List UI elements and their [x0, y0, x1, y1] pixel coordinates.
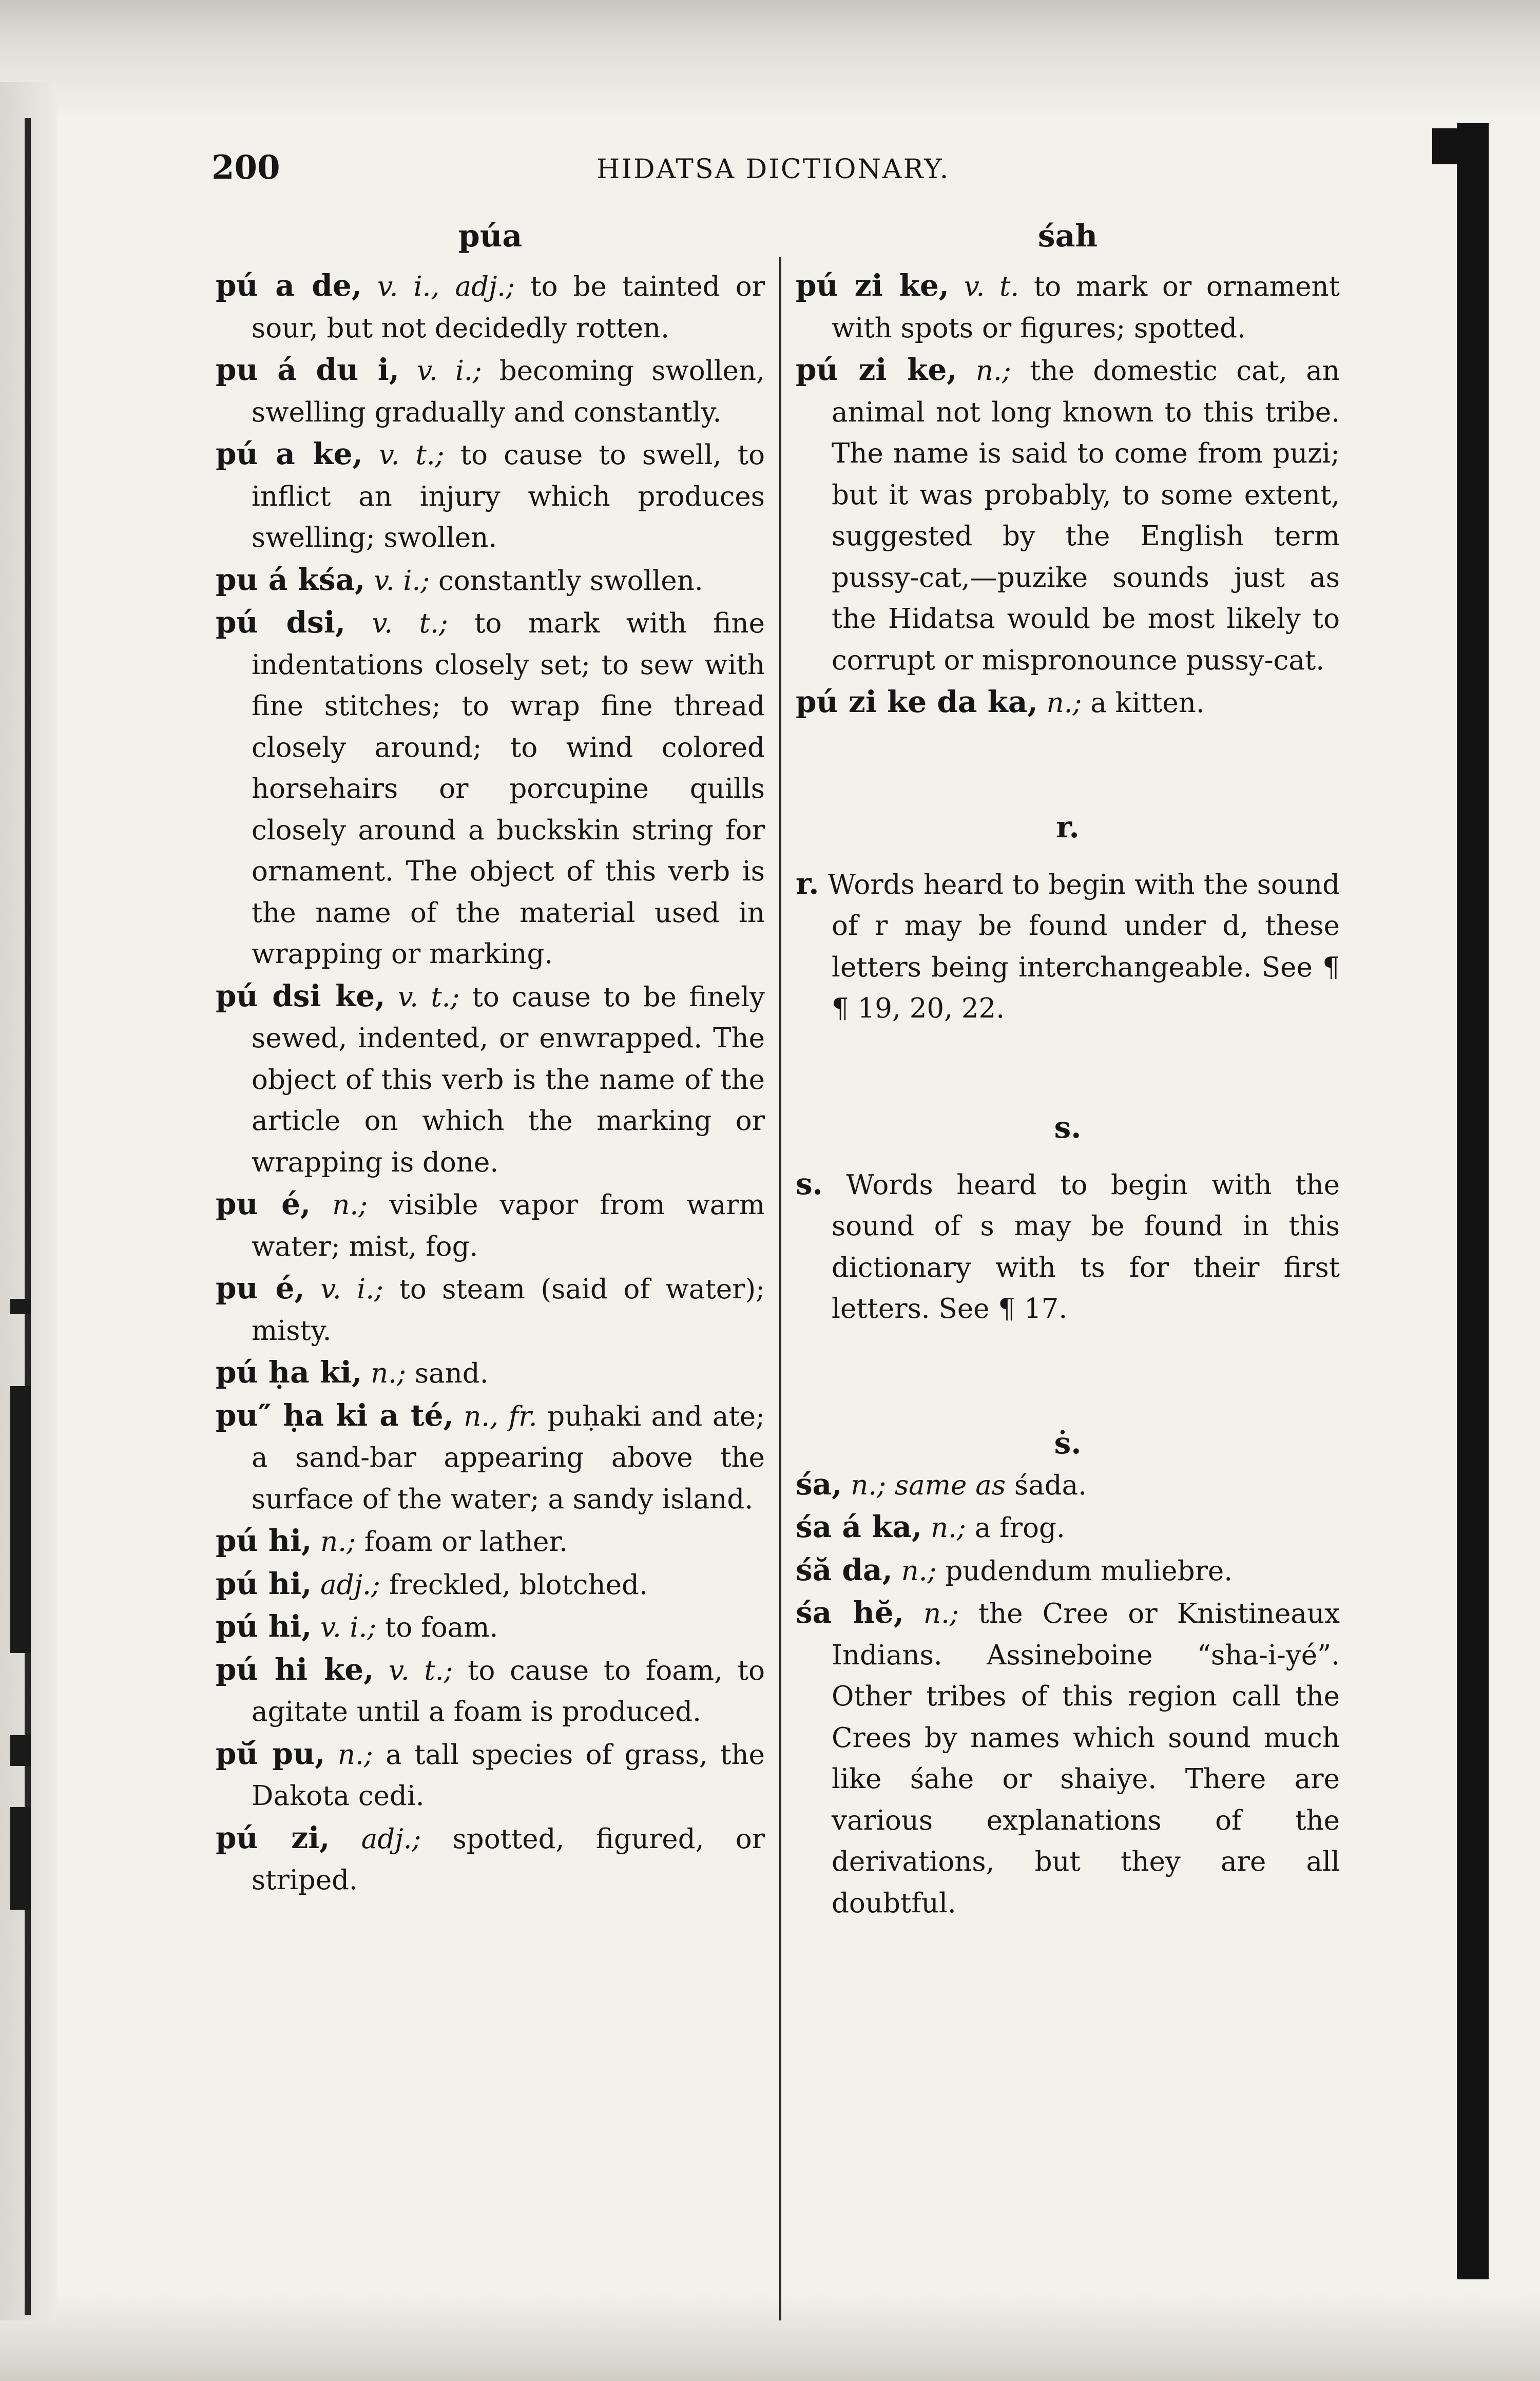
headword: pú zi ke, — [796, 268, 950, 303]
part-of-speech: n., fr. — [464, 1400, 537, 1432]
dictionary-entry — [796, 265, 1340, 349]
section-gap — [796, 1030, 1340, 1107]
guide-word: púa — [458, 218, 523, 254]
definition: spotted, figured, or striped. — [252, 1823, 765, 1896]
binding-mark — [10, 1299, 31, 1314]
definition: Words heard to begin with the sound of s may be found in this dictionary with ts for their first letters. See ¶ 17. — [832, 1169, 1340, 1324]
page-number: 200 — [211, 148, 280, 187]
part-of-speech: n.; — [332, 1189, 368, 1221]
headword: pú zi ke, — [796, 352, 957, 387]
definition: visible vapor from warm water; mist, fog. — [252, 1189, 765, 1262]
headword: pú dsi ke, — [216, 978, 386, 1013]
dictionary-entry — [796, 1163, 1340, 1330]
definition: to cause to swell, to inflict an injury which produces swelling; swollen. — [252, 439, 765, 553]
definition: Words heard to begin with the sound of r may be found under d, these letters being interchangeable. See ¶ ¶ 19, 20, 22. — [827, 869, 1340, 1024]
section-gap — [796, 724, 1340, 807]
part-of-speech: n.; — [320, 1526, 356, 1558]
definition: the domestic cat, an animal not long known to this tribe. The name is said to come from puzi; but it was probably, to some extent, suggested by the English term pussy-cat,—puzike sounds just as the Hidatsa would be most likely to corrupt or mispronounce pussy-cat. — [832, 355, 1340, 676]
dictionary-entry — [216, 1649, 765, 1733]
definition: pudendum muliebre. — [945, 1555, 1233, 1587]
headword: pú hi ke, — [216, 1652, 374, 1687]
part-of-speech: n.; — [975, 355, 1011, 387]
headword: pú zi, — [216, 1820, 330, 1855]
part-of-speech: v. i.; — [374, 565, 430, 597]
headword: s. — [796, 1166, 823, 1201]
binding-mark — [10, 1807, 31, 1910]
dictionary-entry — [216, 433, 765, 559]
definition: becoming swollen, swelling gradually and constantly. — [252, 355, 765, 428]
part-of-speech: v. t.; — [378, 439, 445, 471]
dictionary-entry — [216, 265, 765, 349]
dictionary-entry — [796, 1549, 1340, 1592]
dictionary-entry — [216, 1817, 765, 1902]
dictionary-entry — [216, 1563, 765, 1606]
part-of-speech: n.; — [1046, 687, 1082, 719]
part-of-speech: n.; same as — [851, 1469, 1006, 1501]
definition: sand. — [414, 1358, 489, 1389]
part-of-speech: n.; — [371, 1358, 406, 1389]
part-of-speech: adj.; — [361, 1823, 421, 1855]
definition: the Cree or Knistineaux Indians. Assineboine “sha-i-yé”. Other tribes of this region call the Crees by names which sound much like śahe or shaiye. There are various explanations of the derivations, but they are all doubtful. — [832, 1598, 1340, 1919]
headword: pu á kśa, — [216, 562, 365, 597]
section-gap — [796, 1330, 1340, 1423]
page-header — [211, 145, 1433, 191]
binding-mark — [10, 1386, 31, 1653]
headword: pu é, — [216, 1271, 305, 1305]
part-of-speech: n.; — [337, 1739, 373, 1771]
page-top-edge — [0, 0, 1540, 118]
part-of-speech: n.; — [923, 1598, 959, 1629]
left-column — [216, 216, 765, 1902]
headword: pú hi, — [216, 1523, 312, 1558]
definition: constantly swollen. — [438, 565, 703, 597]
definition: a kitten. — [1090, 687, 1205, 719]
page-bottom-edge — [0, 2294, 1540, 2381]
headword: pú zi ke da ka, — [796, 684, 1038, 719]
part-of-speech: v. i., adj.; — [377, 271, 515, 302]
dictionary-entry — [796, 681, 1340, 724]
part-of-speech: adj.; — [320, 1569, 380, 1601]
dictionary-entry — [796, 349, 1340, 681]
spine-shadow — [1457, 123, 1489, 2279]
definition: puḥaki and ate; a sand-bar appearing above the surface of the water; a sandy island. — [252, 1400, 765, 1515]
definition: to steam (said of water); misty. — [252, 1274, 765, 1347]
definition: a frog. — [974, 1512, 1065, 1544]
dictionary-entry — [216, 1268, 765, 1352]
dictionary-entry — [216, 1352, 765, 1395]
part-of-speech: v. t.; — [397, 981, 460, 1013]
running-title: HIDATSA DICTIONARY. — [596, 154, 950, 185]
dictionary-entry — [796, 1592, 1340, 1924]
definition: to mark with fine indentations closely set; to sew with fine stitches; to wrap fine thread closely around; to wind colored horsehairs or porcupine quills closely around a buckskin string for ornament. The object of this verb is the name of the material used in wrapping or marking. — [252, 608, 765, 970]
headword: śa á ka, — [796, 1509, 922, 1544]
part-of-speech: n.; — [931, 1512, 966, 1544]
guide-word: śah — [1037, 218, 1098, 254]
dictionary-entry — [216, 1520, 765, 1563]
dictionary-entry — [216, 975, 765, 1184]
headword: pú a ke, — [216, 436, 363, 471]
dictionary-entry — [796, 1506, 1340, 1549]
left-binding-rule — [25, 118, 31, 2315]
section-heading-sh: ṡ. — [1054, 1425, 1082, 1461]
dictionary-entry — [216, 1733, 765, 1817]
right-column — [796, 216, 1340, 1924]
definition: a tall species of grass, the Dakota cedi. — [252, 1739, 765, 1812]
section-gap — [796, 848, 1340, 863]
dictionary-entry — [796, 863, 1340, 1030]
section-heading-r: r. — [1056, 809, 1080, 844]
headword: pu″ ḥa ki a té, — [216, 1397, 454, 1433]
dictionary-entry — [216, 1183, 765, 1268]
part-of-speech: v. i.; — [320, 1274, 383, 1305]
part-of-speech: v. t.; — [372, 608, 448, 639]
headword: r. — [796, 866, 819, 901]
part-of-speech: v. t.; — [389, 1655, 453, 1686]
binding-mark — [10, 1735, 31, 1766]
headword: pŭ́ pu, — [216, 1736, 325, 1771]
part-of-speech: n.; — [901, 1555, 937, 1587]
headword: śa, — [796, 1466, 842, 1502]
dictionary-entry — [796, 1464, 1340, 1507]
definition: to be tainted or sour, but not decidedly rotten. — [252, 271, 765, 344]
headword: pú a de, — [216, 268, 362, 303]
headword: pú hi, — [216, 1609, 312, 1644]
dictionary-entry — [216, 559, 765, 602]
dictionary-entry — [216, 349, 765, 433]
part-of-speech: v. i.; — [417, 355, 482, 387]
dictionary-entry — [216, 1606, 765, 1649]
dictionary-entry — [216, 1395, 765, 1521]
definition: śada. — [1014, 1469, 1087, 1501]
dictionary-entry — [216, 602, 765, 975]
part-of-speech: v. t. — [964, 271, 1019, 302]
definition: freckled, blotched. — [389, 1569, 648, 1601]
column-divider — [779, 257, 781, 2320]
definition: to cause to be finely sewed, indented, or enwrapped. The object of this verb is the name of the article on which the marking or wrapping is done. — [252, 981, 765, 1178]
definition: to foam. — [385, 1612, 498, 1643]
headword: pú ḥa ki, — [216, 1355, 362, 1390]
part-of-speech: v. i.; — [320, 1612, 377, 1643]
definition: to cause to foam, to agitate until a foam is produced. — [252, 1655, 765, 1727]
headword: pú dsi, — [216, 605, 346, 640]
section-heading-s: s. — [1054, 1109, 1082, 1145]
definition: to mark or ornament with spots or figures; spotted. — [832, 271, 1340, 344]
definition: foam or lather. — [364, 1526, 568, 1558]
section-gap — [796, 1148, 1340, 1163]
headword: pu é, — [216, 1186, 311, 1221]
headword: pu á du i, — [216, 352, 399, 387]
headword: śa hĕ, — [796, 1595, 904, 1630]
headword: śă da, — [796, 1552, 893, 1587]
headword: pú hi, — [216, 1566, 312, 1601]
